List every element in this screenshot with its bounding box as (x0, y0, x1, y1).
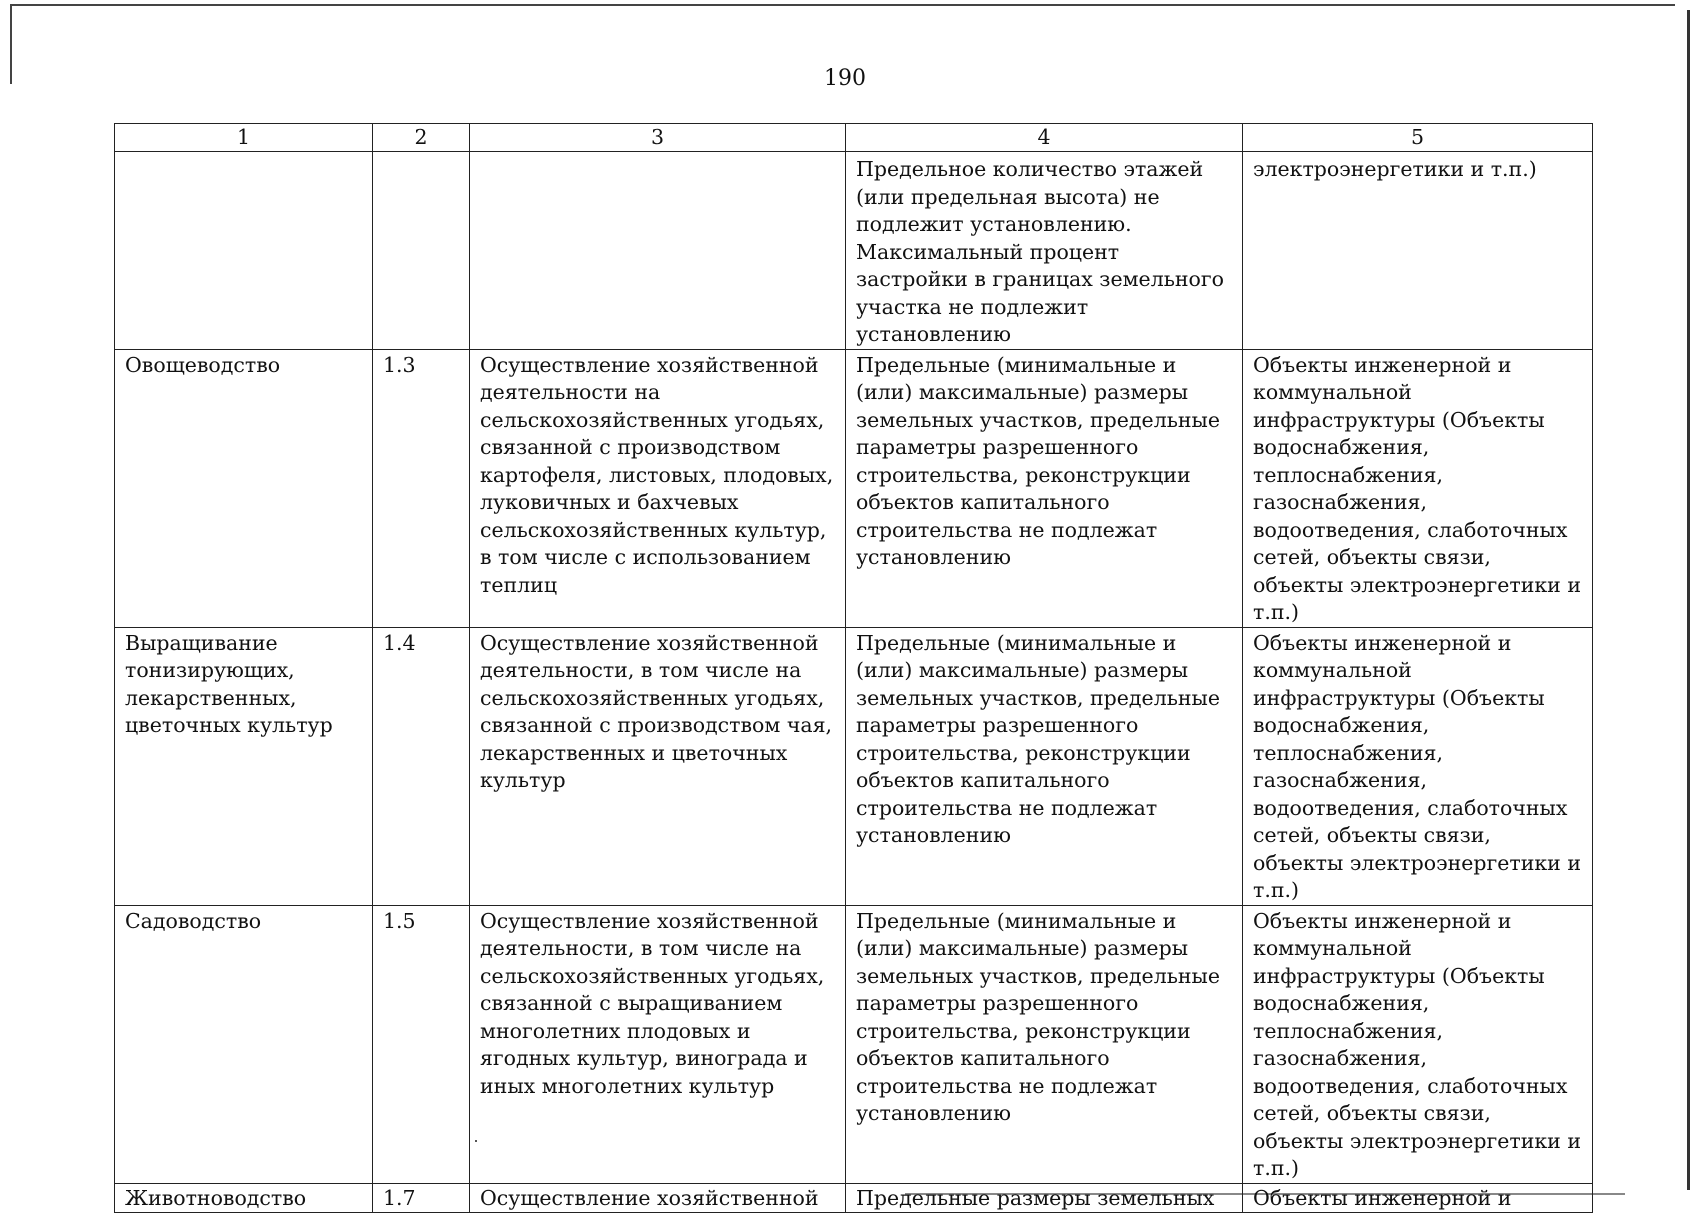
table-row (115, 627, 1593, 905)
cell-code (373, 152, 470, 350)
cell-parameters: Предельное количество этажей (или предельная высота) не подлежит установлению. Максимальный процент застройки в границах земельного участка не подлежит установлению (846, 152, 1243, 350)
table-row-continuation (115, 152, 1593, 350)
column-header-3: 3 (470, 124, 846, 152)
cell-name: Садоводство (115, 905, 373, 1183)
cell-description (470, 152, 846, 350)
cell-description: Осуществление хозяйственной деятельности, в том числе на сельскохозяйственных угодьях, связанной с выращиванием многолетних плодовых и ягодных культур, винограда и иных многолетних культур (470, 905, 846, 1183)
column-header-5: 5 (1243, 124, 1593, 152)
cell-name: Овощеводство (115, 349, 373, 627)
cell-description: Осуществление хозяйственной деятельности, в том числе на сельскохозяйственных угодьях, связанной с производством чая, лекарственных и цветочных культур (470, 627, 846, 905)
cell-parameters: Предельные (минимальные и (или) максимальные) размеры земельных участков, предельные параметры разрешенного строительства, реконструкции объектов капитального строительства не подлежат установлению (846, 349, 1243, 627)
table-row (115, 349, 1593, 627)
cell-name (115, 152, 373, 350)
cell-description: Осуществление хозяйственной деятельности на сельскохозяйственных угодьях, связанной с производством картофеля, листовых, плодовых, луковичных и бахчевых сельскохозяйственных культур, в том числе с использованием теплиц (470, 349, 846, 627)
cell-code: 1.3 (373, 349, 470, 627)
cell-objects: Объекты инженерной и (1243, 1183, 1593, 1212)
cell-code: 1.4 (373, 627, 470, 905)
cell-objects: Объекты инженерной и коммунальной инфраструктуры (Объекты водоснабжения, теплоснабжения, газоснабжения, водоотведения, слаботочных сетей, объекты связи, объекты электроэнергетики и т.п.) (1243, 627, 1593, 905)
cell-parameters: Предельные (минимальные и (или) максимальные) размеры земельных участков, предельные параметры разрешенного строительства, реконструкции объектов капитального строительства не подлежат установлению (846, 627, 1243, 905)
table-row (115, 905, 1593, 1183)
cell-description: Осуществление хозяйственной (470, 1183, 846, 1212)
cell-name: Выращивание тонизирующих, лекарственных, цветочных культур (115, 627, 373, 905)
scan-edge-top (10, 4, 1675, 6)
cell-parameters: Предельные (минимальные и (или) максимальные) размеры земельных участков, предельные параметры разрешенного строительства, реконструкции объектов капитального строительства не подлежат установлению (846, 905, 1243, 1183)
cell-code: 1.7 (373, 1183, 470, 1212)
cell-objects: Объекты инженерной и коммунальной инфраструктуры (Объекты водоснабжения, теплоснабжения, газоснабжения, водоотведения, слаботочных сетей, объекты связи, объекты электроэнергетики и т.п.) (1243, 349, 1593, 627)
cell-objects: Объекты инженерной и коммунальной инфраструктуры (Объекты водоснабжения, теплоснабжения, газоснабжения, водоотведения, слаботочных сетей, объекты связи, объекты электроэнергетики и т.п.) (1243, 905, 1593, 1183)
column-header-4: 4 (846, 124, 1243, 152)
cell-parameters: Предельные размеры земельных (846, 1183, 1243, 1212)
column-header-2: 2 (373, 124, 470, 152)
cell-name: Животноводство (115, 1183, 373, 1212)
cell-objects: электроэнергетики и т.п.) (1243, 152, 1593, 350)
table-row (115, 1183, 1593, 1212)
land-use-table (114, 123, 1593, 1213)
page-number: 190 (824, 66, 866, 91)
column-header-1: 1 (115, 124, 373, 152)
table-header-row (115, 124, 1593, 152)
cell-code: 1.5 (373, 905, 470, 1183)
